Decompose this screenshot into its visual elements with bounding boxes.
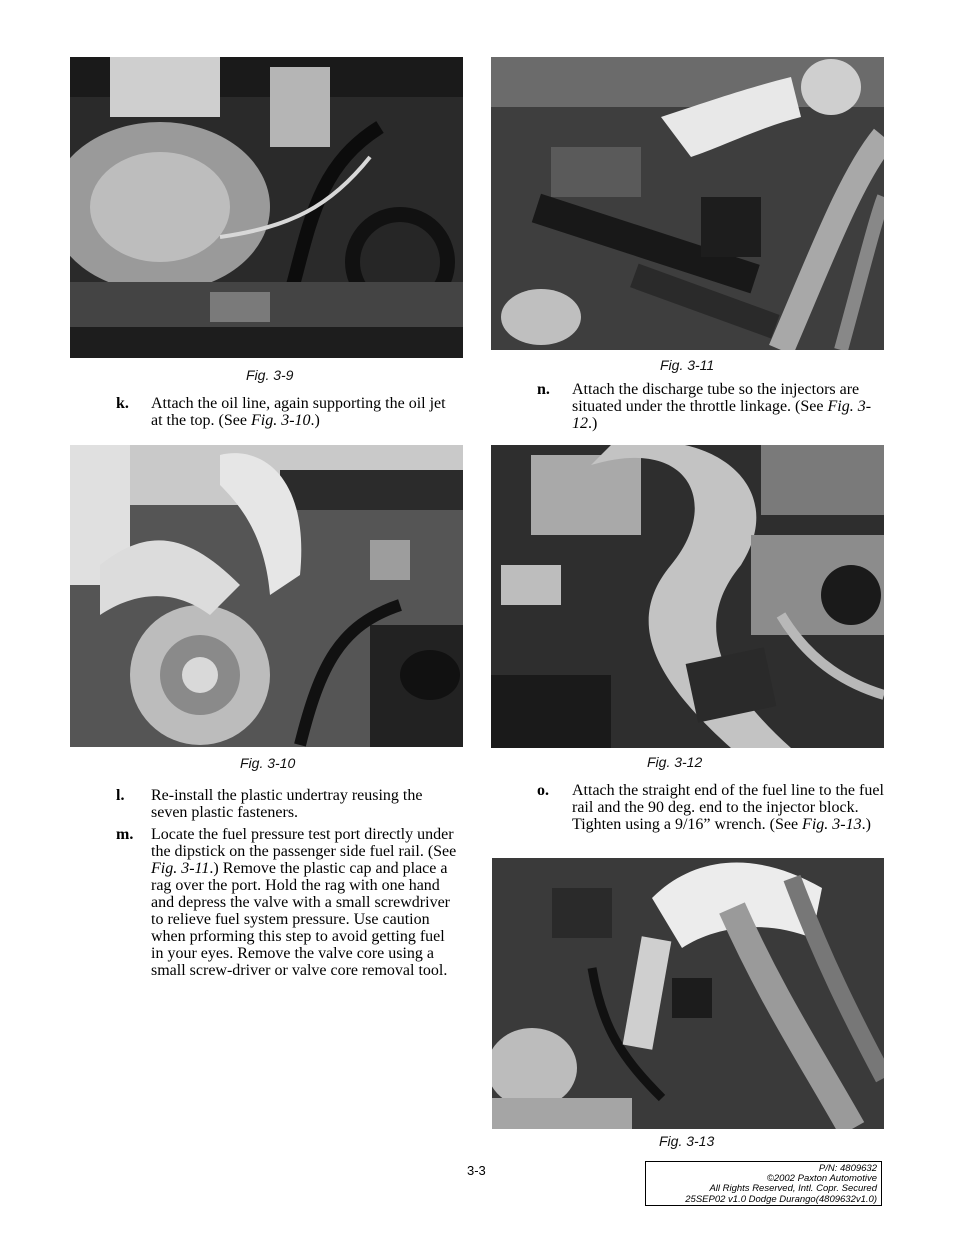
figure-3-9-caption: Fig. 3-9 bbox=[246, 367, 294, 383]
step-m-text: Locate the fuel pressure test port directly under the dipstick on the passenger side fuel rail. (See bbox=[151, 826, 457, 860]
copyright-line: ©2002 Paxton Automotive bbox=[766, 1173, 877, 1185]
step-n-figure-ref: Fig. 3-12 bbox=[572, 398, 872, 432]
figure-3-12-caption: Fig. 3-12 bbox=[647, 754, 703, 770]
step-k-text: Attach the oil line, again supporting the oil jet at the top. (See bbox=[151, 395, 446, 429]
step-n-text-end: .) bbox=[588, 415, 598, 432]
document-info-box bbox=[645, 1161, 882, 1206]
step-l-letter: l. bbox=[116, 787, 125, 804]
figure-3-10-photo bbox=[70, 445, 463, 747]
step-n-text: Attach the discharge tube so the injectors are situated under the throttle linkage. (See bbox=[572, 381, 860, 415]
step-m-text-end: .) Remove the plastic cap and place a rag over the port. Hold the rag with one hand and depress the valve with a small screwdriver to relieve fuel system pressure. Use caution when prforming this step to avoid getting fuel in your eyes. Remove the valve core using a small screw-driver or valve core removal tool. bbox=[151, 860, 451, 979]
step-k bbox=[116, 395, 461, 431]
figure-3-13-photo bbox=[492, 858, 884, 1129]
step-o-figure-ref: Fig. 3-13 bbox=[802, 816, 862, 833]
step-m bbox=[116, 826, 461, 1001]
step-k-figure-ref: Fig. 3-10 bbox=[250, 412, 311, 429]
step-l-text: Re-install the plastic undertray reusing the seven plastic fasteners. bbox=[151, 787, 423, 821]
step-o bbox=[537, 782, 884, 852]
step-o-letter: o. bbox=[537, 782, 549, 799]
rights-line: All Rights Reserved, Intl. Copr. Secured bbox=[709, 1183, 877, 1195]
step-n bbox=[537, 381, 884, 435]
figure-3-9-photo bbox=[70, 57, 463, 358]
step-k-text-end: .) bbox=[310, 412, 320, 429]
page-number: 3-3 bbox=[467, 1163, 486, 1178]
figure-3-13-caption: Fig. 3-13 bbox=[659, 1133, 715, 1149]
figure-3-12-photo bbox=[491, 445, 884, 748]
version-line: 25SEP02 v1.0 Dodge Durango(4809632v1.0) bbox=[685, 1193, 877, 1205]
figure-3-10-caption: Fig. 3-10 bbox=[240, 755, 296, 771]
step-o-text-end: .) bbox=[861, 816, 871, 833]
part-number: P/N: 4809632 bbox=[818, 1163, 877, 1174]
step-k-letter: k. bbox=[116, 395, 129, 412]
step-o-text: Attach the straight end of the fuel line to the fuel rail and the 90 deg. end to the injector block. Tighten using a 9/16” wrench. (See bbox=[572, 782, 884, 833]
step-m-figure-ref: Fig. 3-11 bbox=[151, 860, 210, 877]
figure-3-11-caption: Fig. 3-11 bbox=[660, 357, 715, 373]
step-l bbox=[116, 787, 461, 823]
step-n-letter: n. bbox=[537, 381, 550, 398]
step-m-letter: m. bbox=[116, 826, 134, 843]
figure-3-11-photo bbox=[491, 57, 884, 350]
